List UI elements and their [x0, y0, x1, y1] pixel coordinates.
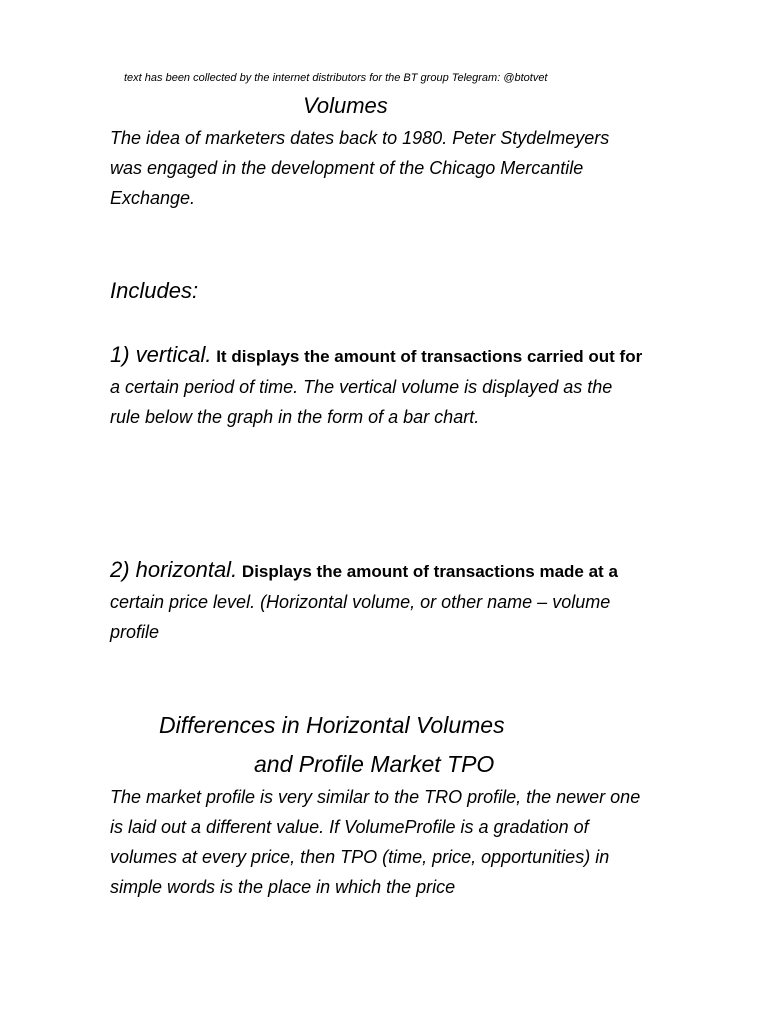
section-line: volumes at every price, then TPO (time, price, opportunities) in	[110, 847, 610, 867]
item-horizontal-description: Displays the amount of transactions made at a	[237, 562, 618, 581]
item-horizontal-first-line	[110, 555, 740, 587]
item-horizontal	[110, 555, 740, 647]
item-horizontal-lead: 2) horizontal.	[110, 557, 238, 582]
section-heading-line2: and Profile Market TPO	[254, 751, 495, 777]
includes-heading: Includes:	[110, 278, 199, 303]
watermark-text: text has been collected by the internet distributors for the BT group Telegram: @btotvet	[124, 72, 548, 84]
item-vertical-description: It displays the amount of transactions carried out for	[211, 347, 643, 366]
section-line: simple words is the place in which the price	[110, 877, 456, 897]
item-vertical-lead: 1) vertical.	[110, 342, 212, 367]
section-heading-line1: Differences in Horizontal Volumes	[159, 712, 505, 738]
item-vertical-line: a certain period of time. The vertical volume is displayed as the	[110, 377, 613, 397]
section-line: The market profile is very similar to the TRO profile, the newer one	[110, 787, 641, 807]
intro-paragraph	[110, 123, 740, 213]
section-paragraph	[110, 782, 740, 902]
page-title: Volumes	[303, 93, 388, 118]
intro-line: The idea of marketers dates back to 1980. Peter Stydelmeyers	[110, 128, 610, 148]
intro-line: Exchange.	[110, 188, 196, 208]
intro-line: was engaged in the development of the Chicago Mercantile	[110, 158, 584, 178]
section-line: is laid out a different value. If VolumeProfile is a gradation of	[110, 817, 589, 837]
item-vertical-line: rule below the graph in the form of a bar chart.	[110, 407, 480, 427]
item-horizontal-line: profile	[110, 622, 160, 642]
item-vertical	[110, 340, 740, 432]
item-vertical-first-line	[110, 340, 740, 372]
item-horizontal-line: certain price level. (Horizontal volume, or other name – volume	[110, 592, 611, 612]
